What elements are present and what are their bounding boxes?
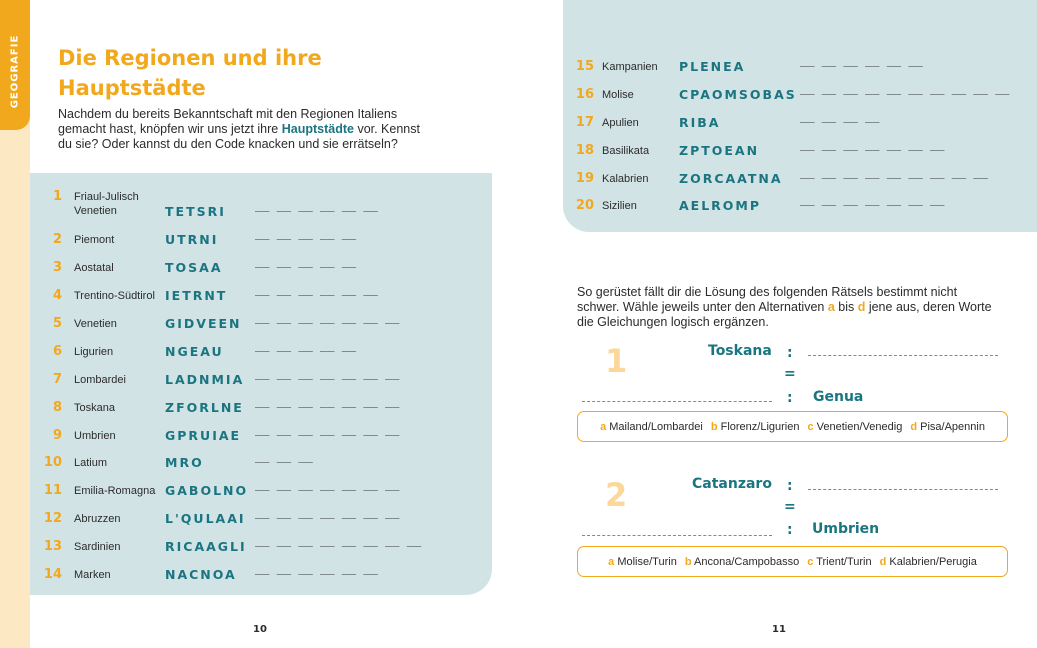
section-tab-label: GEOGRAFIE <box>9 34 21 108</box>
option-a[interactable]: a Molise/Turin <box>608 555 677 568</box>
quiz-number: 11 <box>43 483 62 498</box>
quiz-row <box>38 226 448 260</box>
region-name: Aostatal <box>74 262 114 274</box>
puzzle-word-bottom: Genua <box>813 389 864 405</box>
quiz-number: 12 <box>43 511 62 526</box>
region-name: Lombardei <box>74 374 126 386</box>
option-c[interactable]: c Trient/Turin <box>807 555 872 568</box>
answer-blanks[interactable]: __ __ __ __ __ __ __ <box>800 137 945 151</box>
quiz-row <box>572 192 1022 226</box>
riddle-intro: So gerüstet fällt dir die Lösung des folgenden Rätsels bestimmt nicht schwer. Wähle jeweils unter den Alternativen a bis d jene aus, deren Worte die Gleichungen logisch ergänzen. <box>577 285 992 329</box>
scrambled-code: RIBA <box>679 115 721 130</box>
puzzle-number: 1 <box>605 342 628 380</box>
scrambled-code: RICAAGLI <box>165 539 247 554</box>
region-name: Latium <box>74 457 108 469</box>
quiz-number: 15 <box>575 59 594 74</box>
scrambled-code: TETSRI <box>165 204 226 219</box>
quiz-row <box>38 189 448 217</box>
quiz-number: 1 <box>52 189 62 204</box>
section-tab <box>0 0 30 130</box>
scrambled-code: LADNMIA <box>165 372 245 387</box>
scrambled-code: MRO <box>165 455 204 470</box>
option-b[interactable]: b Ancona/Campobasso <box>684 555 800 568</box>
quiz-number: 5 <box>52 316 62 331</box>
option-b[interactable]: b Florenz/Ligurien <box>710 420 800 433</box>
quiz-number: 9 <box>52 428 62 443</box>
answer-blanks[interactable]: __ __ __ __ __ <box>255 254 357 268</box>
quiz-row <box>572 165 1022 199</box>
puzzle-number: 2 <box>605 476 628 514</box>
puzzle-equals: = <box>784 499 796 515</box>
options-box <box>577 411 1008 442</box>
quiz-row <box>38 254 448 288</box>
puzzle-colon: : <box>787 478 793 494</box>
puzzle-colon: : <box>787 390 793 406</box>
options-box <box>577 546 1008 577</box>
quiz-row <box>38 533 448 567</box>
answer-blanks[interactable]: __ __ __ __ __ __ __ <box>255 422 400 436</box>
answer-blanks[interactable]: __ __ __ __ __ __ __ __ __ __ <box>800 81 1010 95</box>
quiz-number: 4 <box>52 288 62 303</box>
quiz-number: 7 <box>52 372 62 387</box>
region-name: Friaul-Julisch Venetien <box>74 191 139 217</box>
quiz-row <box>38 422 448 456</box>
quiz-number: 6 <box>52 344 62 359</box>
scrambled-code: PLENEA <box>679 59 746 74</box>
region-name: Kampanien <box>602 61 658 73</box>
quiz-row <box>38 310 448 344</box>
region-name: Sizilien <box>602 200 637 212</box>
answer-line[interactable] <box>808 489 998 490</box>
option-a[interactable]: a Mailand/Lombardei <box>600 420 703 433</box>
region-name: Venetien <box>74 318 117 330</box>
option-c[interactable]: c Venetien/Venedig <box>807 420 903 433</box>
quiz-number: 8 <box>52 400 62 415</box>
puzzle-word-top: Toskana <box>708 343 772 359</box>
scrambled-code: NGEAU <box>165 344 224 359</box>
quiz-number: 18 <box>575 143 594 158</box>
answer-blanks[interactable]: __ __ __ __ __ __ __ <box>255 505 400 519</box>
quiz-row <box>38 561 448 595</box>
region-name: Abruzzen <box>74 513 121 525</box>
intro-highlight: Hauptstädte <box>281 122 354 136</box>
scrambled-code: GIDVEEN <box>165 316 242 331</box>
region-name: Umbrien <box>74 430 116 442</box>
answer-blanks[interactable]: __ __ __ __ __ <box>255 226 357 240</box>
scrambled-code: ZPTOEAN <box>679 143 760 158</box>
puzzle-colon: : <box>787 522 793 538</box>
answer-blanks[interactable]: __ __ __ __ <box>800 109 880 123</box>
scrambled-code: GABOLNO <box>165 483 249 498</box>
answer-blanks[interactable]: __ __ __ <box>255 449 313 463</box>
answer-line[interactable] <box>582 535 772 536</box>
region-name: Molise <box>602 89 634 101</box>
region-name: Emilia-Romagna <box>74 485 156 497</box>
region-name: Sardinien <box>74 541 121 553</box>
scrambled-code: TOSAA <box>165 260 223 275</box>
answer-blanks[interactable]: __ __ __ __ __ __ __ <box>255 394 400 408</box>
quiz-number: 13 <box>43 539 62 554</box>
region-name: Apulien <box>602 117 639 129</box>
answer-blanks[interactable]: __ __ __ __ __ __ __ <box>800 192 945 206</box>
quiz-number: 20 <box>575 198 594 213</box>
scrambled-code: NACNOA <box>165 567 237 582</box>
region-name: Marken <box>74 569 111 581</box>
answer-blanks[interactable]: __ __ __ __ __ <box>255 338 357 352</box>
region-name: Toskana <box>74 402 115 414</box>
quiz-number: 3 <box>52 260 62 275</box>
quiz-number: 17 <box>575 115 594 130</box>
answer-blanks[interactable]: __ __ __ __ __ __ __ <box>255 366 400 380</box>
scrambled-code: L'QULAAI <box>165 511 246 526</box>
region-name: Kalabrien <box>602 173 649 185</box>
answer-line[interactable] <box>808 355 998 356</box>
region-name: Basilikata <box>602 145 650 157</box>
answer-blanks[interactable]: __ __ __ __ __ __ __ <box>255 310 400 324</box>
puzzle-colon: : <box>787 345 793 361</box>
intro-text: Nachdem du bereits Bekanntschaft mit den Regionen Italiens gemacht hast, knöpfen wir uns jetzt ihre Hauptstädte vor. Kennst du sie? Oder kannst du den Code knacken und sie errätseln? <box>58 107 420 151</box>
quiz-row <box>572 109 1022 143</box>
answer-blanks[interactable]: __ __ __ __ __ __ <box>800 53 923 67</box>
answer-blanks[interactable]: __ __ __ __ __ __ <box>255 198 378 212</box>
answer-blanks[interactable]: __ __ __ __ __ __ <box>255 561 378 575</box>
puzzle-word-bottom: Umbrien <box>812 521 880 537</box>
region-name: Trentino-Südtirol <box>74 290 155 302</box>
option-d[interactable]: d Pisa/Apennin <box>910 420 985 433</box>
scrambled-code: GPRUIAE <box>165 428 242 443</box>
scrambled-code: ZORCAATNA <box>679 171 783 186</box>
page-title: Die Regionen und ihre Hauptstädte <box>58 46 322 100</box>
puzzle-equals: = <box>784 366 796 382</box>
quiz-number: 14 <box>43 567 62 582</box>
answer-blanks[interactable]: __ __ __ __ __ __ <box>255 282 378 296</box>
answer-blanks[interactable]: __ __ __ __ __ __ __ __ <box>255 533 422 547</box>
quiz-number: 16 <box>575 87 594 102</box>
quiz-number: 2 <box>52 232 62 247</box>
scrambled-code: IETRNT <box>165 288 228 303</box>
quiz-row <box>572 81 1022 115</box>
page-number-right: 11 <box>772 624 786 635</box>
puzzle-word-top: Catanzaro <box>692 476 772 492</box>
scrambled-code: UTRNI <box>165 232 219 247</box>
scrambled-code: CPAOMSOBAS <box>679 87 797 102</box>
answer-blanks[interactable]: __ __ __ __ __ __ __ __ __ <box>800 165 988 179</box>
quiz-number: 19 <box>575 171 594 186</box>
answer-blanks[interactable]: __ __ __ __ __ __ __ <box>255 477 400 491</box>
scrambled-code: AELROMP <box>679 198 762 213</box>
answer-line[interactable] <box>582 401 772 402</box>
scrambled-code: ZFORLNE <box>165 400 244 415</box>
region-name: Piemont <box>74 234 115 246</box>
quiz-number: 10 <box>43 455 62 470</box>
option-d[interactable]: d Kalabrien/Perugia <box>879 555 977 568</box>
region-name: Ligurien <box>74 346 114 358</box>
page-number-left: 10 <box>253 624 267 635</box>
